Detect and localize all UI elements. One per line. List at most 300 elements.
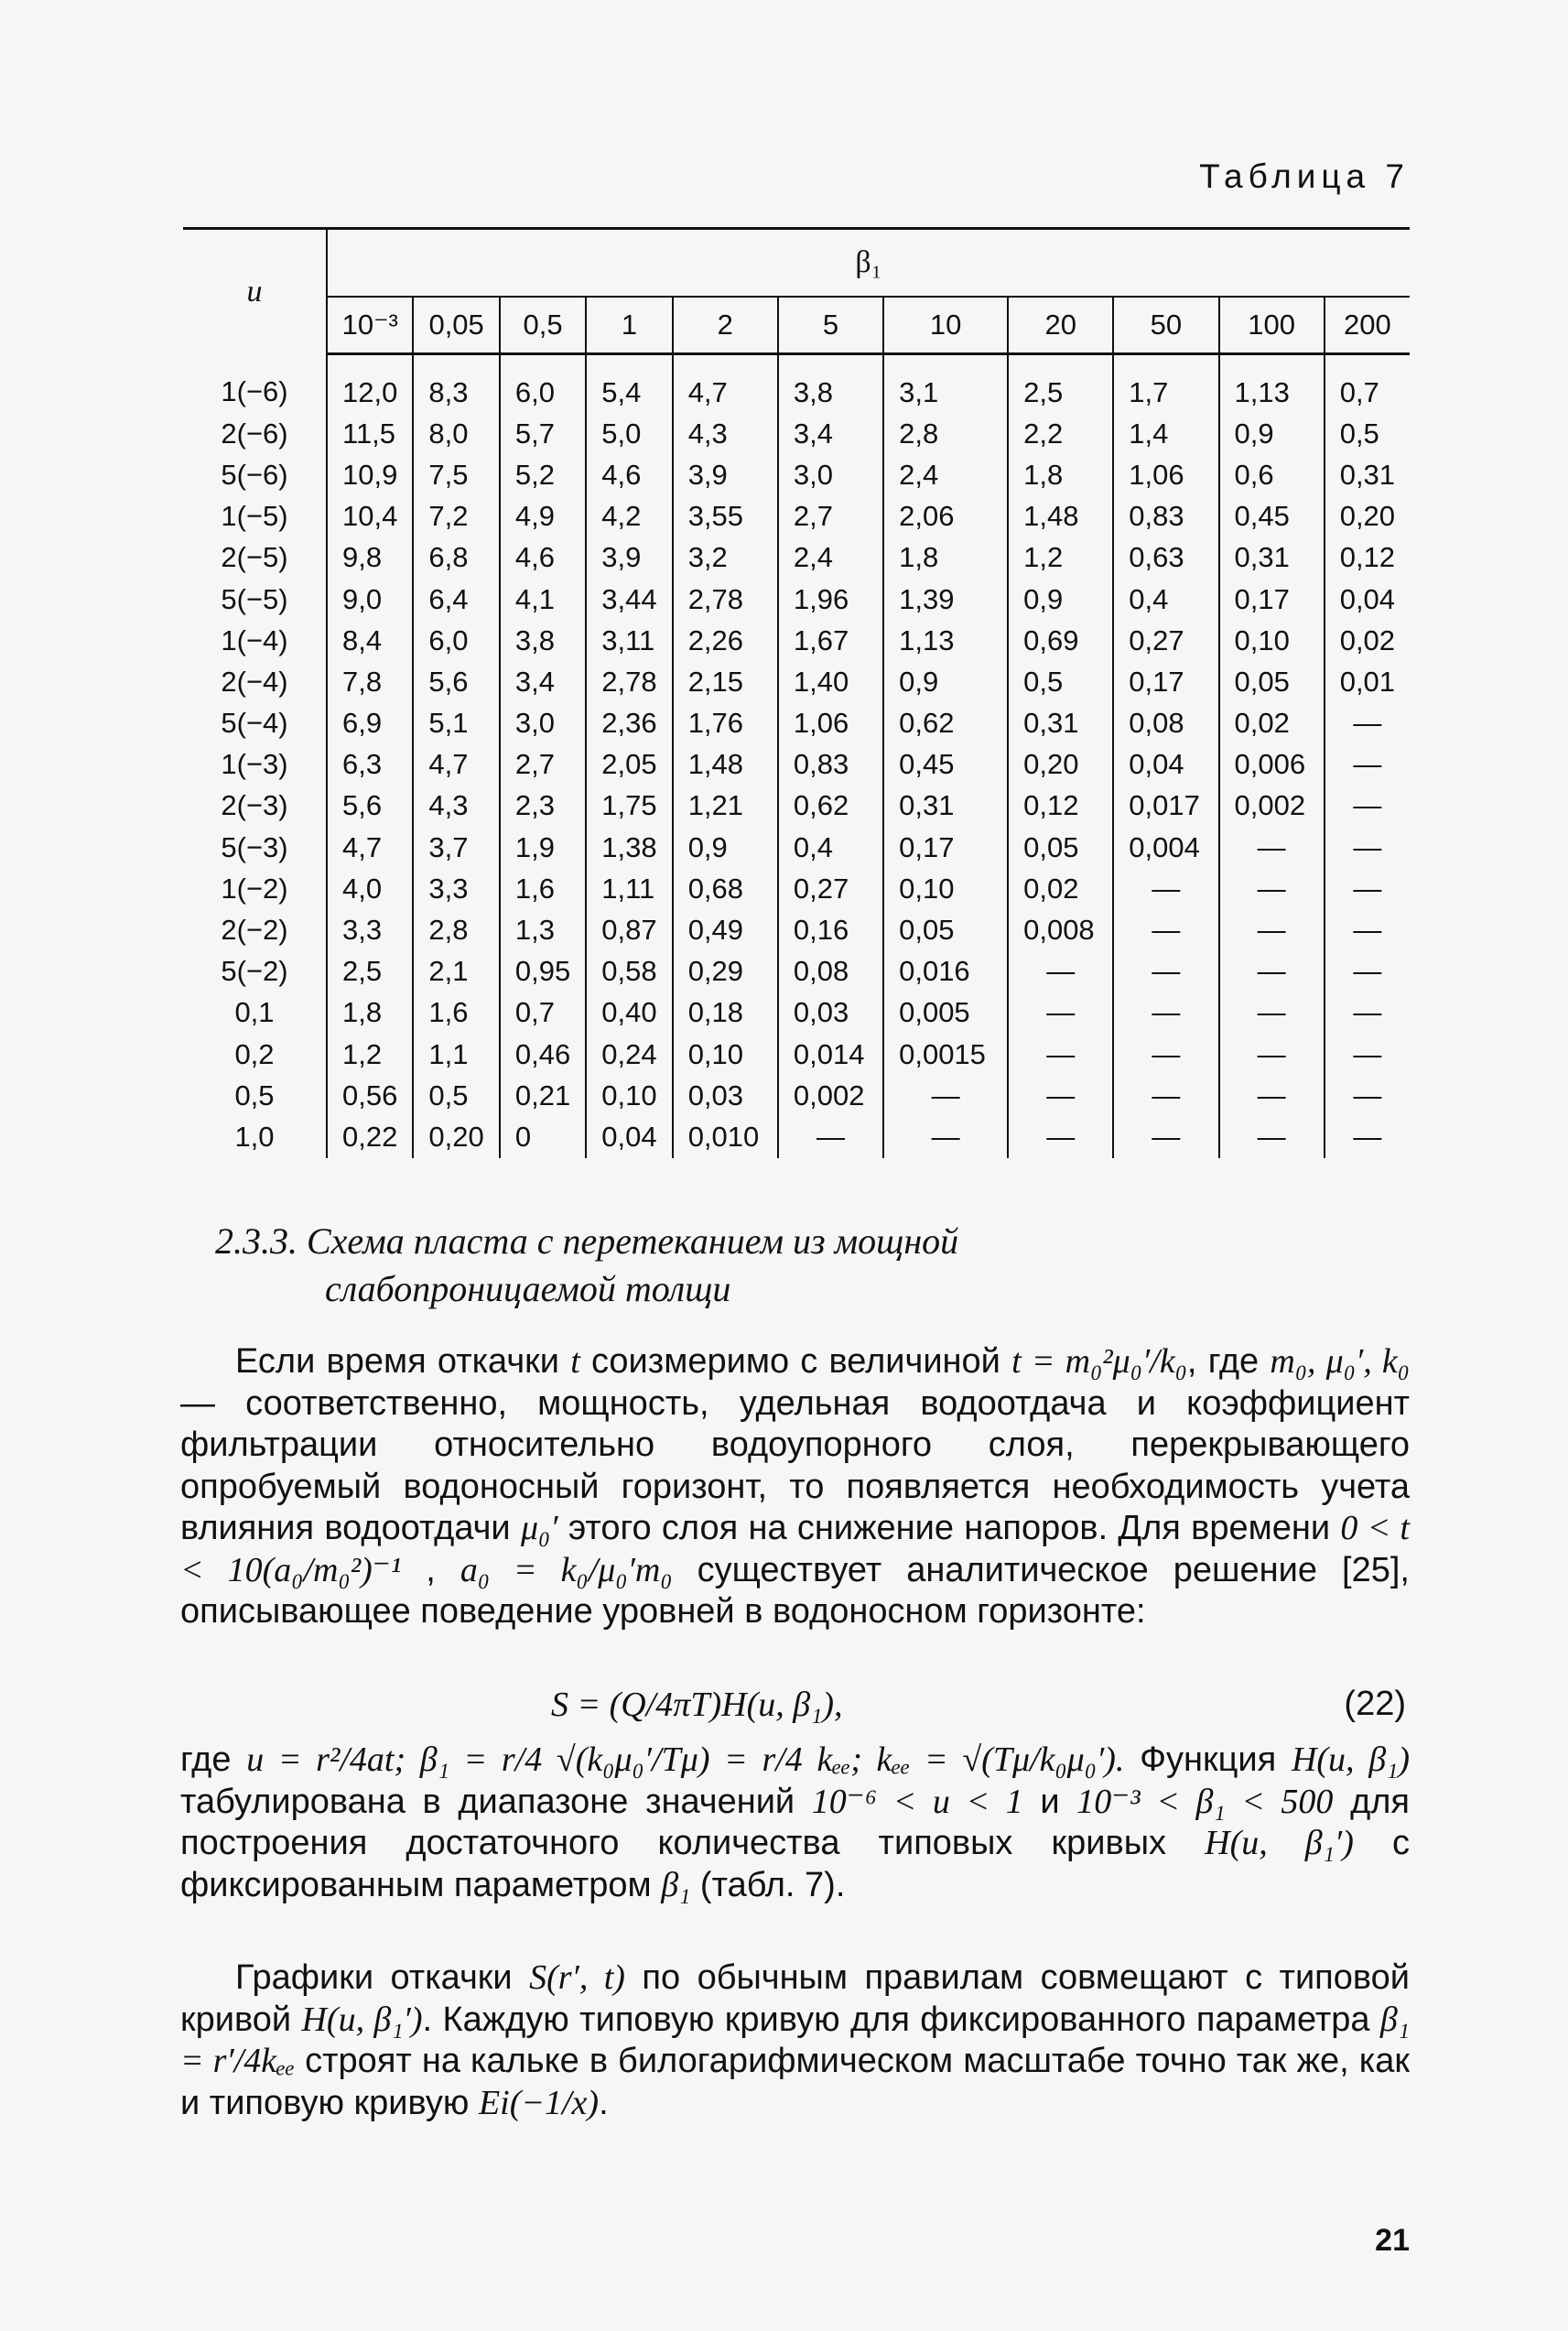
table-cell: 0,9 [1008,579,1113,620]
para2-text-7: (табл. 7). [690,1865,846,1904]
para1-text-2: соизмеримо с величиной [579,1342,1012,1381]
section-heading [215,1218,1405,1313]
table-cell: 2,7 [500,744,586,786]
table-cell: — [1008,951,1113,992]
table-cell: 1,13 [1219,354,1325,414]
u-value-cell: 1(−6) [183,354,327,414]
table-cell: 6,4 [413,579,499,620]
table-cell: 3,44 [586,579,672,620]
table-cell: — [1219,827,1325,868]
table-cell: 0,02 [1325,620,1410,661]
para1-math-6: a₀ = k₀/μ₀′m₀ [460,1550,673,1589]
table-cell: 4,3 [673,413,778,454]
table-cell: 2,3 [500,786,586,827]
table-cell: 2,8 [413,909,499,950]
table-cell: 8,4 [342,623,383,656]
table-cell: 1,4 [1113,413,1218,454]
table-cell: 3,7 [413,827,499,868]
table-cell: 0,68 [673,868,778,909]
table-cell: 1,21 [673,786,778,827]
table-cell: 1,7 [1113,354,1218,414]
beta-column-0: 10⁻³ [327,297,413,354]
table-cell: 2,05 [586,744,672,786]
table-cell: 0 [500,1116,586,1157]
table-cell: 0,006 [1219,744,1325,786]
table-cell: 3,11 [586,620,672,661]
table-cell: 0,29 [673,951,778,992]
table-cell: 3,0 [778,454,883,495]
table-cell: 1,9 [500,827,586,868]
table-row [183,496,1410,537]
table-cell: — [1325,1034,1410,1075]
table-cell: 5,4 [586,354,672,414]
table-cell: 3,2 [673,537,778,579]
table-cell: 0,45 [1219,496,1325,537]
table-cell: 0,45 [883,744,1008,786]
table-cell: 0,010 [673,1116,778,1157]
para2-text-2: Функция [1124,1740,1292,1779]
table-cell: 1,75 [586,786,672,827]
table-cell: — [1113,1075,1218,1116]
table-cell: — [1219,951,1325,992]
u-value-cell: 2(−6) [183,413,327,454]
table-cell: — [1325,1075,1410,1116]
table-cell: 1,3 [500,909,586,950]
table-row [183,951,1410,992]
table-cell: 1,48 [1008,496,1113,537]
table-cell: 5,6 [413,661,499,702]
table-cell: 1,39 [883,579,1008,620]
table-row [183,1116,1410,1157]
table-cell: 1,96 [778,579,883,620]
table-cell: 8,0 [413,413,499,454]
table-cell: 2,06 [883,496,1008,537]
table-cell: 0,40 [586,992,672,1034]
table-cell: 0,69 [1008,620,1113,661]
table-cell: — [1113,951,1218,992]
table-cell: 2,78 [673,579,778,620]
table-cell: 1,67 [778,620,883,661]
table-cell: 9,8 [342,541,383,574]
table-cell: 0,83 [1113,496,1218,537]
table-cell: — [1325,1116,1410,1157]
table-cell: 8,3 [413,354,499,414]
u-value-cell: 0,5 [183,1075,327,1116]
table-cell: 3,3 [342,914,383,947]
table-cell: 0,05 [883,909,1008,950]
u-value-cell: 0,2 [183,1034,327,1075]
table-cell: — [1219,1116,1325,1157]
table-cell: 3,9 [673,454,778,495]
table-cell: 12,0 [342,375,398,408]
table-cell: 0,31 [883,786,1008,827]
table-cell: 4,0 [342,872,383,905]
table-cell: 0,9 [883,661,1008,702]
formula-row [180,1685,1410,1729]
section-title-line2: слабопроницаемой толщи [325,1268,731,1309]
table-cell: 2,4 [778,537,883,579]
table-cell: 1,8 [1008,454,1113,495]
table-cell: 2,4 [883,454,1008,495]
paragraph-3 [180,1957,1410,2124]
table-cell: 0,4 [1113,579,1218,620]
table-row [183,620,1410,661]
table-cell: 0,20 [1325,496,1410,537]
beta-column-header: β₁ [327,229,1410,298]
table-cell: 7,5 [413,454,499,495]
para1-text-4: — соответственно, мощность, удельная водоотдача и коэффициент фильтрации относительно водоупорного слоя, перекрывающего опробуемый водоносный горизонт, то появляется необходимость учета влияния водоотдачи [180,1383,1410,1547]
table-cell: 0,31 [1325,454,1410,495]
table-cell: — [1008,992,1113,1034]
table-cell: 0,17 [883,827,1008,868]
para2-math-4: 10⁻³ < β₁ < 500 [1076,1782,1334,1821]
paragraph-2 [180,1740,1410,1906]
table-cell: 0,22 [342,1120,398,1153]
table-cell: 1,2 [342,1037,383,1070]
table-cell: 3,8 [778,354,883,414]
table-cell: 0,31 [1008,703,1113,744]
table-cell: — [1113,1034,1218,1075]
table-cell: 3,55 [673,496,778,537]
table-cell: 2,15 [673,661,778,702]
table-cell: 0,03 [778,992,883,1034]
table-cell: 0,6 [1219,454,1325,495]
table-cell: — [1219,1075,1325,1116]
beta-column-1: 0,05 [413,297,499,354]
table-cell: 4,2 [586,496,672,537]
table-cell: 0,20 [1008,744,1113,786]
table-cell: 5,1 [413,703,499,744]
table-cell: — [778,1116,883,1157]
table-cell: 0,83 [778,744,883,786]
table-cell: 1,76 [673,703,778,744]
table-row [183,537,1410,579]
table-cell: 0,4 [778,827,883,868]
table-cell: 1,2 [1008,537,1113,579]
table-cell: 0,10 [883,868,1008,909]
table-cell: 0,7 [500,992,586,1034]
table-cell: — [883,1116,1008,1157]
table-cell: 0,12 [1325,537,1410,579]
table-cell: 0,16 [778,909,883,950]
table-cell: — [1113,868,1218,909]
u-value-cell: 2(−3) [183,786,327,827]
beta-column-9: 100 [1219,297,1325,354]
table-cell: 0,04 [1325,579,1410,620]
table-row [183,868,1410,909]
section-number: 2.3.3. [215,1220,297,1262]
para2-text-3: табулирована в диапазоне значений [180,1782,812,1821]
table-row [183,744,1410,786]
table-cell: 3,1 [883,354,1008,414]
table-cell: — [1219,992,1325,1034]
para1-math-1: t [570,1342,580,1381]
table-cell: 2,1 [413,951,499,992]
u-value-cell: 2(−5) [183,537,327,579]
para2-text-1: где [180,1740,247,1779]
table-cell: — [1219,909,1325,950]
table-row [183,827,1410,868]
table-cell: 0,5 [413,1075,499,1116]
table-cell: 1,6 [500,868,586,909]
table-row [183,354,1410,414]
u-column-header: u [183,229,327,354]
table-cell: — [1113,992,1218,1034]
table-cell: 0,10 [673,1034,778,1075]
para2-text-5: для построения достаточного количества типовых кривых [180,1782,1411,1862]
table-cell: 0,27 [1113,620,1218,661]
table-cell: 1,38 [586,827,672,868]
table-cell: 0,05 [1219,661,1325,702]
table-cell: 2,36 [586,703,672,744]
table-cell: — [1325,909,1410,950]
u-value-cell: 5(−2) [183,951,327,992]
table-cell: 0,01 [1325,661,1410,702]
table-cell: 1,8 [883,537,1008,579]
para3-math-2: H(u, β₁′) [301,2000,423,2039]
para1-math-4: μ₀′ [520,1509,558,1547]
para1-math-5: 0 < t < 10(a₀/m₀²)⁻¹ [180,1509,1410,1589]
table-cell: 0,9 [673,827,778,868]
u-value-cell: 1(−4) [183,620,327,661]
table-cell: — [1325,951,1410,992]
table-cell: 3,4 [500,661,586,702]
table-cell: 0,03 [673,1075,778,1116]
table-cell: 0,63 [1113,537,1218,579]
para3-math-3: β₁ = r′/4kₑₑ [180,2000,1411,2080]
table-cell: 4,7 [413,744,499,786]
table-cell: 0,008 [1008,909,1113,950]
table-cell: 2,8 [883,413,1008,454]
table-cell: — [1113,909,1218,950]
table-cell: 0,0015 [883,1034,1008,1075]
table-cell: 0,56 [342,1079,398,1111]
table-cell: 0,5 [1325,413,1410,454]
para3-text-5: . [599,2083,609,2122]
table-caption: Таблица 7 [1199,157,1410,195]
table-cell: 6,3 [342,748,383,781]
table-cell: 1,06 [1113,454,1218,495]
table-cell: 1,1 [413,1034,499,1075]
table-row [183,413,1410,454]
table-row [183,661,1410,702]
table-cell: 4,7 [342,830,383,863]
table-cell: 0,002 [1219,786,1325,827]
table-cell: 10,9 [342,458,398,491]
u-value-cell: 1(−5) [183,496,327,537]
table-row [183,703,1410,744]
table-cell: 3,8 [500,620,586,661]
para1-text-3: , где [1186,1342,1271,1381]
table-row [183,579,1410,620]
para2-math-5: H(u, β₁′) [1205,1824,1354,1862]
u-value-cell: 0,1 [183,992,327,1034]
table-cell: 0,017 [1113,786,1218,827]
table-cell: 1,6 [413,992,499,1034]
table-cell: 0,87 [586,909,672,950]
para1-math-2: t = m₀²μ₀′/k₀ [1011,1342,1187,1381]
table-cell: 4,1 [500,579,586,620]
table-cell: 0,016 [883,951,1008,992]
table-cell: 3,3 [413,868,499,909]
table-cell: — [1325,827,1410,868]
table-cell: 1,8 [342,996,383,1029]
table-cell: 0,04 [586,1116,672,1157]
u-value-cell: 1,0 [183,1116,327,1157]
para2-text-6: с фиксированным параметром [180,1824,1411,1904]
para2-math-1: u = r²/4at; β₁ = r/4 √(k₀μ₀′/Tμ) = r/4 kₑₑ; kₑₑ = √(Tμ/k₀μ₀′). [246,1740,1125,1779]
u-value-cell: 5(−5) [183,579,327,620]
u-value-cell: 2(−2) [183,909,327,950]
table-cell: 5,2 [500,454,586,495]
u-value-cell: 1(−3) [183,744,327,786]
table-cell: 6,0 [413,620,499,661]
page-number: 21 [1375,2223,1410,2258]
table-cell: 10,4 [342,500,398,533]
table-cell: 5,6 [342,789,383,822]
table-cell: 0,24 [586,1034,672,1075]
table-cell: 2,7 [778,496,883,537]
formula-number: (22) [1344,1685,1406,1723]
table-cell: 4,7 [673,354,778,414]
table-cell: 1,40 [778,661,883,702]
table-cell: 0,62 [883,703,1008,744]
table-cell: 2,5 [1008,354,1113,414]
beta-column-8: 50 [1113,297,1218,354]
table-cell: 4,6 [500,537,586,579]
para2-math-3: 10⁻⁶ < u < 1 [811,1782,1023,1821]
table-cell: 0,10 [1219,620,1325,661]
table-cell: 2,2 [1008,413,1113,454]
table-cell: — [1008,1075,1113,1116]
beta-column-2: 0,5 [500,297,586,354]
data-table [183,227,1410,1158]
table-cell: 6,9 [342,707,383,740]
table-cell: — [1008,1116,1113,1157]
table-cell: 2,26 [673,620,778,661]
table-cell: — [1008,1034,1113,1075]
table-cell: 0,05 [1008,827,1113,868]
paragraph-1 [180,1341,1410,1633]
table-cell: 6,8 [413,537,499,579]
table-cell: 0,04 [1113,744,1218,786]
table-cell: 1,13 [883,620,1008,661]
table-row [183,992,1410,1034]
table-cell: 0,014 [778,1034,883,1075]
table-row [183,1034,1410,1075]
para1-text-5: этого слоя на снижение напоров. Для времени [557,1509,1341,1547]
beta-column-4: 2 [673,297,778,354]
table-cell: 0,17 [1113,661,1218,702]
table-cell: — [883,1075,1008,1116]
table-body [183,354,1410,1158]
table-cell: 0,58 [586,951,672,992]
table-cell: 0,18 [673,992,778,1034]
table-cell: 9,0 [342,582,383,615]
table-cell: 0,02 [1219,703,1325,744]
para1-text-7: существует аналитическое решение [25], описывающее поведение уровней в водоносном горизонте: [180,1550,1410,1631]
beta-column-5: 5 [778,297,883,354]
table-cell: 2,78 [586,661,672,702]
table-cell: 0,02 [1008,868,1113,909]
para1-text-1: Если время откачки [235,1342,571,1381]
table-cell: 4,9 [500,496,586,537]
u-value-cell: 2(−4) [183,661,327,702]
table-cell: 0,49 [673,909,778,950]
table-row [183,454,1410,495]
table-cell: 5,0 [586,413,672,454]
para1-math-3: m₀, μ₀′, k₀ [1270,1342,1411,1381]
para3-text-1: Графики откачки [235,1958,530,1997]
table-cell: — [1325,868,1410,909]
table-cell: 0,005 [883,992,1008,1034]
table-cell: — [1325,992,1410,1034]
table-cell: 0,08 [778,951,883,992]
para3-math-1: S(r′, t) [529,1958,625,1997]
beta-column-10: 200 [1325,297,1410,354]
table-cell: 0,95 [500,951,586,992]
beta-column-7: 20 [1008,297,1113,354]
table-cell: 0,17 [1219,579,1325,620]
para2-math-2: H(u, β₁) [1291,1740,1410,1779]
para3-text-3: . Каждую типовую кривую для фиксированного параметра [422,2000,1380,2039]
table-cell: — [1325,744,1410,786]
table-cell: 6,0 [500,354,586,414]
u-value-cell: 5(−4) [183,703,327,744]
table-cell: 0,31 [1219,537,1325,579]
table-cell: 0,62 [778,786,883,827]
formula-22: S = (Q/4πT)H(u, β₁), [551,1686,843,1724]
table-cell: 0,12 [1008,786,1113,827]
table-cell: 4,3 [413,786,499,827]
table-cell: 11,5 [342,417,396,450]
table-row [183,786,1410,827]
table-cell: 1,11 [586,868,672,909]
table-cell: 5,7 [500,413,586,454]
table-cell: 7,8 [342,665,383,698]
para1-text-6: , [401,1550,460,1589]
table-cell: — [1325,703,1410,744]
table-cell: 0,27 [778,868,883,909]
table-cell: — [1113,1116,1218,1157]
para3-math-4: Ei(−1/x) [478,2083,600,2122]
table-cell: 0,9 [1219,413,1325,454]
u-value-cell: 1(−2) [183,868,327,909]
para3-text-2: по обычным правилам совмещают с типовой кривой [180,1958,1411,2039]
table-row [183,909,1410,950]
u-value-cell: 5(−3) [183,827,327,868]
table-cell: 7,2 [413,496,499,537]
table-cell: 1,06 [778,703,883,744]
table-cell: 0,21 [500,1075,586,1116]
u-value-cell: 5(−6) [183,454,327,495]
beta-column-3: 1 [586,297,672,354]
table-cell: 0,5 [1008,661,1113,702]
table-cell: 2,5 [342,955,383,988]
table-cell: 0,7 [1325,354,1410,414]
para3-text-4: строят на кальке в билогарифмическом масштабе точно так же, как и типовую кривую [180,2042,1410,2122]
beta-column-6: 10 [883,297,1008,354]
table-cell: — [1219,1034,1325,1075]
table-cell: 1,48 [673,744,778,786]
table-cell: 3,9 [586,537,672,579]
table-cell: 0,20 [413,1116,499,1157]
table-cell: — [1325,786,1410,827]
table-cell: 4,6 [586,454,672,495]
column-header-row [183,297,1410,354]
table-cell: 3,4 [778,413,883,454]
table-cell: — [1219,868,1325,909]
